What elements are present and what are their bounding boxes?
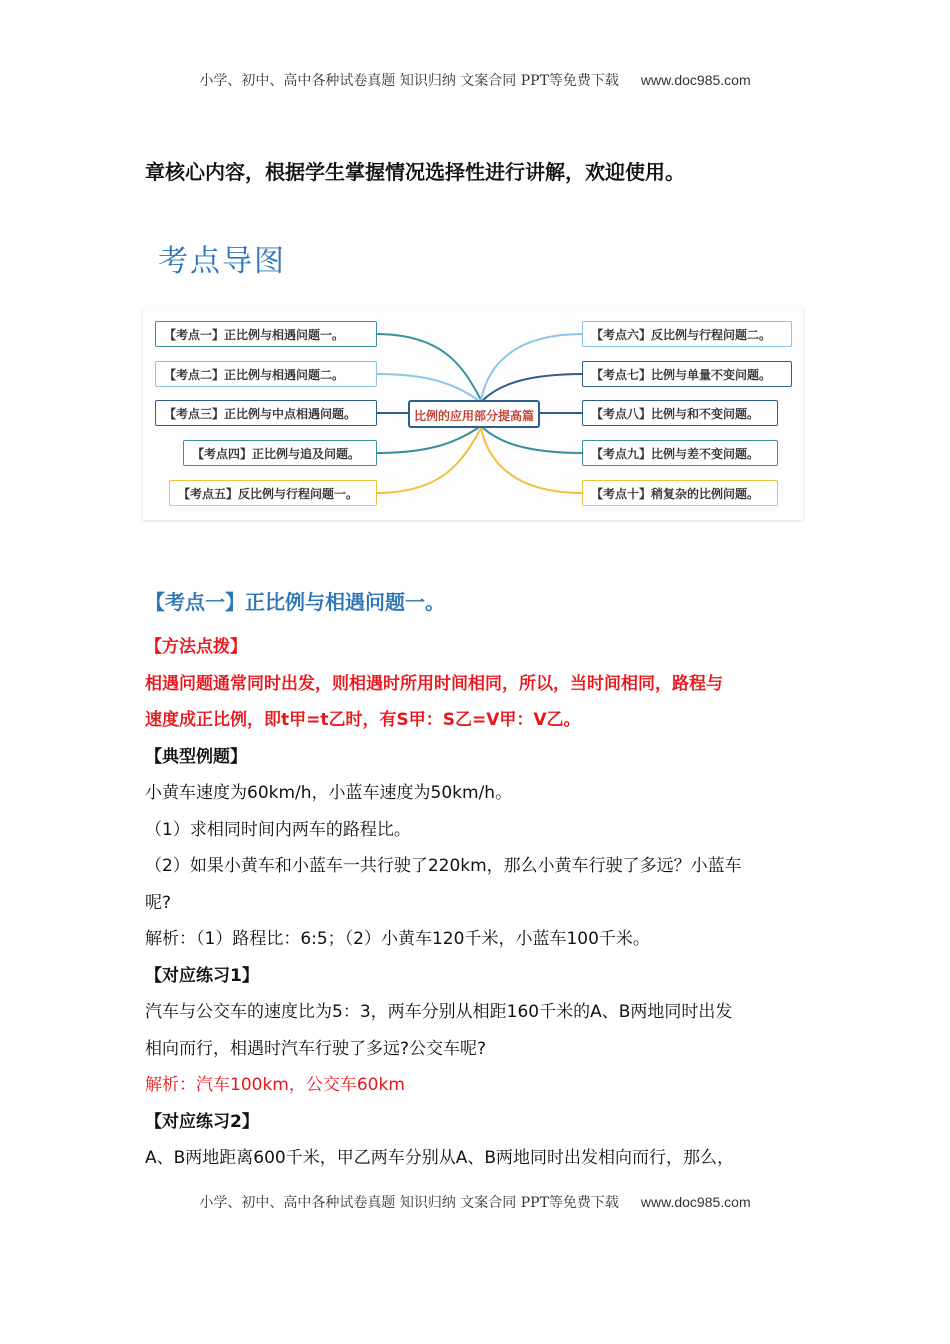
page-header xyxy=(0,70,950,90)
connector-left-4 xyxy=(376,428,478,453)
page-footer xyxy=(0,1192,950,1212)
node-topic-10: 【考点十】稍复杂的比例问题。 xyxy=(582,480,778,506)
practice-2-heading: 【对应练习2】 xyxy=(145,1111,259,1132)
node-topic-7: 【考点七】比例与单量不变问题。 xyxy=(582,361,792,387)
node-topic-1: 【考点一】正比例与相遇问题一。 xyxy=(155,321,377,347)
practice-2-line-1: A、B两地距离600千米，甲乙两车分别从A、B两地同时出发相向而行，那么， xyxy=(145,1148,735,1168)
node-topic-3: 【考点三】正比例与中点相遇问题。 xyxy=(155,400,377,426)
method-text-line-1: 相遇问题通常同时出发，则相遇时所用时间相同，所以，当时间相同，路程与 xyxy=(145,673,723,694)
header-text: 小学、初中、高中各种试卷真题 知识归纳 文案合同 PPT等免费下载 xyxy=(199,73,619,89)
intro-text: 章核心内容，根据学生掌握情况选择性进行讲解，欢迎使用。 xyxy=(145,160,685,184)
method-text-line-2: 速度成正比例，即t甲=t乙时，有S甲：S乙=V甲：V乙。 xyxy=(145,710,581,730)
footer-url[interactable]: www.doc985.com xyxy=(640,1194,751,1210)
node-topic-6: 【考点六】反比例与行程问题二。 xyxy=(582,321,792,347)
connector-left-5 xyxy=(376,428,481,493)
footer-text: 小学、初中、高中各种试卷真题 知识归纳 文案合同 PPT等免费下载 xyxy=(199,1195,619,1211)
example-question-2-line-1: （2）如果小黄车和小蓝车一共行驶了220km，那么小黄车行驶了多远？小蓝车 xyxy=(145,856,742,876)
node-topic-4: 【考点四】正比例与追及问题。 xyxy=(183,440,377,466)
practice-1-answer: 解析：汽车100km，公交车60km xyxy=(145,1075,405,1095)
node-topic-5: 【考点五】反比例与行程问题一。 xyxy=(169,480,377,506)
header-url[interactable]: www.doc985.com xyxy=(640,72,751,88)
connector-right-2 xyxy=(483,374,583,400)
practice-1-line-2: 相向而行，相遇时汽车行驶了多远?公交车呢? xyxy=(145,1038,487,1059)
node-topic-2: 【考点二】正比例与相遇问题二。 xyxy=(155,361,377,387)
method-heading: 【方法点拨】 xyxy=(145,637,247,657)
example-text: 小黄车速度为60km/h，小蓝车速度为50km/h。 xyxy=(145,783,513,803)
section-title: 考点导图 xyxy=(158,244,286,279)
example-heading: 【典型例题】 xyxy=(145,746,247,767)
practice-1-heading: 【对应练习1】 xyxy=(145,965,259,986)
example-answer: 解析：（1）路程比：6:5；（2）小黄车120千米，小蓝车100千米。 xyxy=(145,929,650,949)
connector-right-4 xyxy=(483,428,583,453)
node-topic-9: 【考点九】比例与差不变问题。 xyxy=(582,440,778,466)
connector-left-2 xyxy=(376,374,478,400)
topic-title: 【考点一】正比例与相遇问题一。 xyxy=(145,590,445,614)
connector-left-1 xyxy=(376,334,481,400)
example-question-2-line-2: 呢? xyxy=(145,892,172,913)
mind-map-center: 比例的应用部分提高篇 xyxy=(408,400,540,428)
mind-map xyxy=(143,306,803,520)
node-topic-8: 【考点八】比例与和不变问题。 xyxy=(582,400,778,426)
topic-one-section xyxy=(145,586,810,1177)
example-question-1: （1）求相同时间内两车的路程比。 xyxy=(145,819,411,840)
practice-1-line-1: 汽车与公交车的速度比为5：3，两车分别从相距160千米的A、B两地同时出发 xyxy=(145,1002,733,1022)
